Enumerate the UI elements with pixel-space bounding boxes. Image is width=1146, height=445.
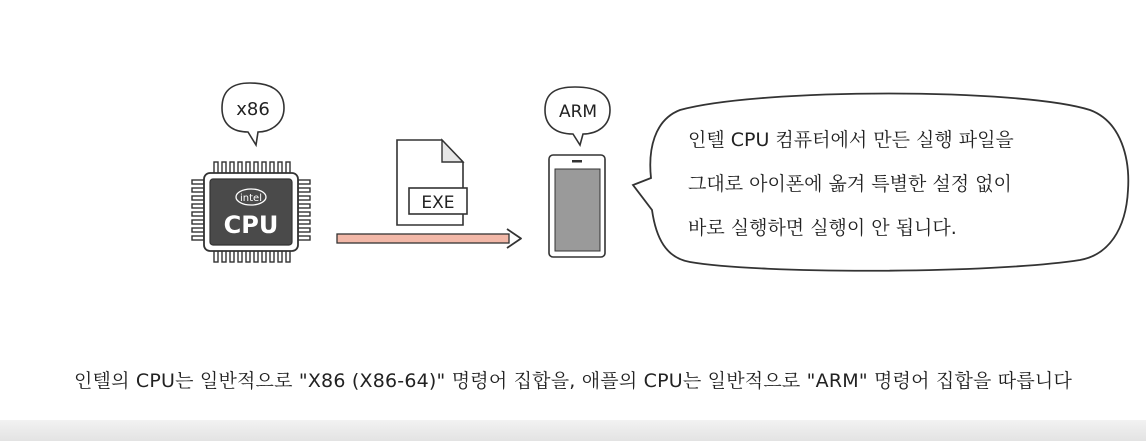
transfer-arrow: [337, 229, 521, 248]
cpu-chip-icon: [192, 162, 310, 262]
speech-line: 그대로 아이폰에 옮겨 특별한 설정 없이: [688, 173, 1012, 195]
phone-icon: [549, 155, 605, 257]
chip-brand: intel: [240, 193, 262, 204]
speech-text: [688, 118, 1108, 250]
chip-text: CPU: [223, 211, 279, 239]
speech-line: 인텔 CPU 컴퓨터에서 만든 실행 파일을: [688, 129, 1014, 151]
x86-bubble: [222, 83, 284, 145]
subtitle-caption: 인텔의 CPU는 일반적으로 "X86 (X86-64)" 명령어 집합을, 애플의 CPU는 일반적으로 "ARM" 명령어 집합을 따릅니다: [73, 370, 1073, 392]
exe-file-icon: [397, 140, 467, 225]
arm-label: ARM: [558, 102, 598, 122]
exe-badge: EXE: [421, 193, 455, 213]
arm-bubble: [545, 87, 610, 145]
bottom-bar: [0, 420, 1146, 441]
speech-line: 바로 실행하면 실행이 안 됩니다.: [688, 217, 957, 239]
x86-label: x86: [236, 99, 270, 120]
